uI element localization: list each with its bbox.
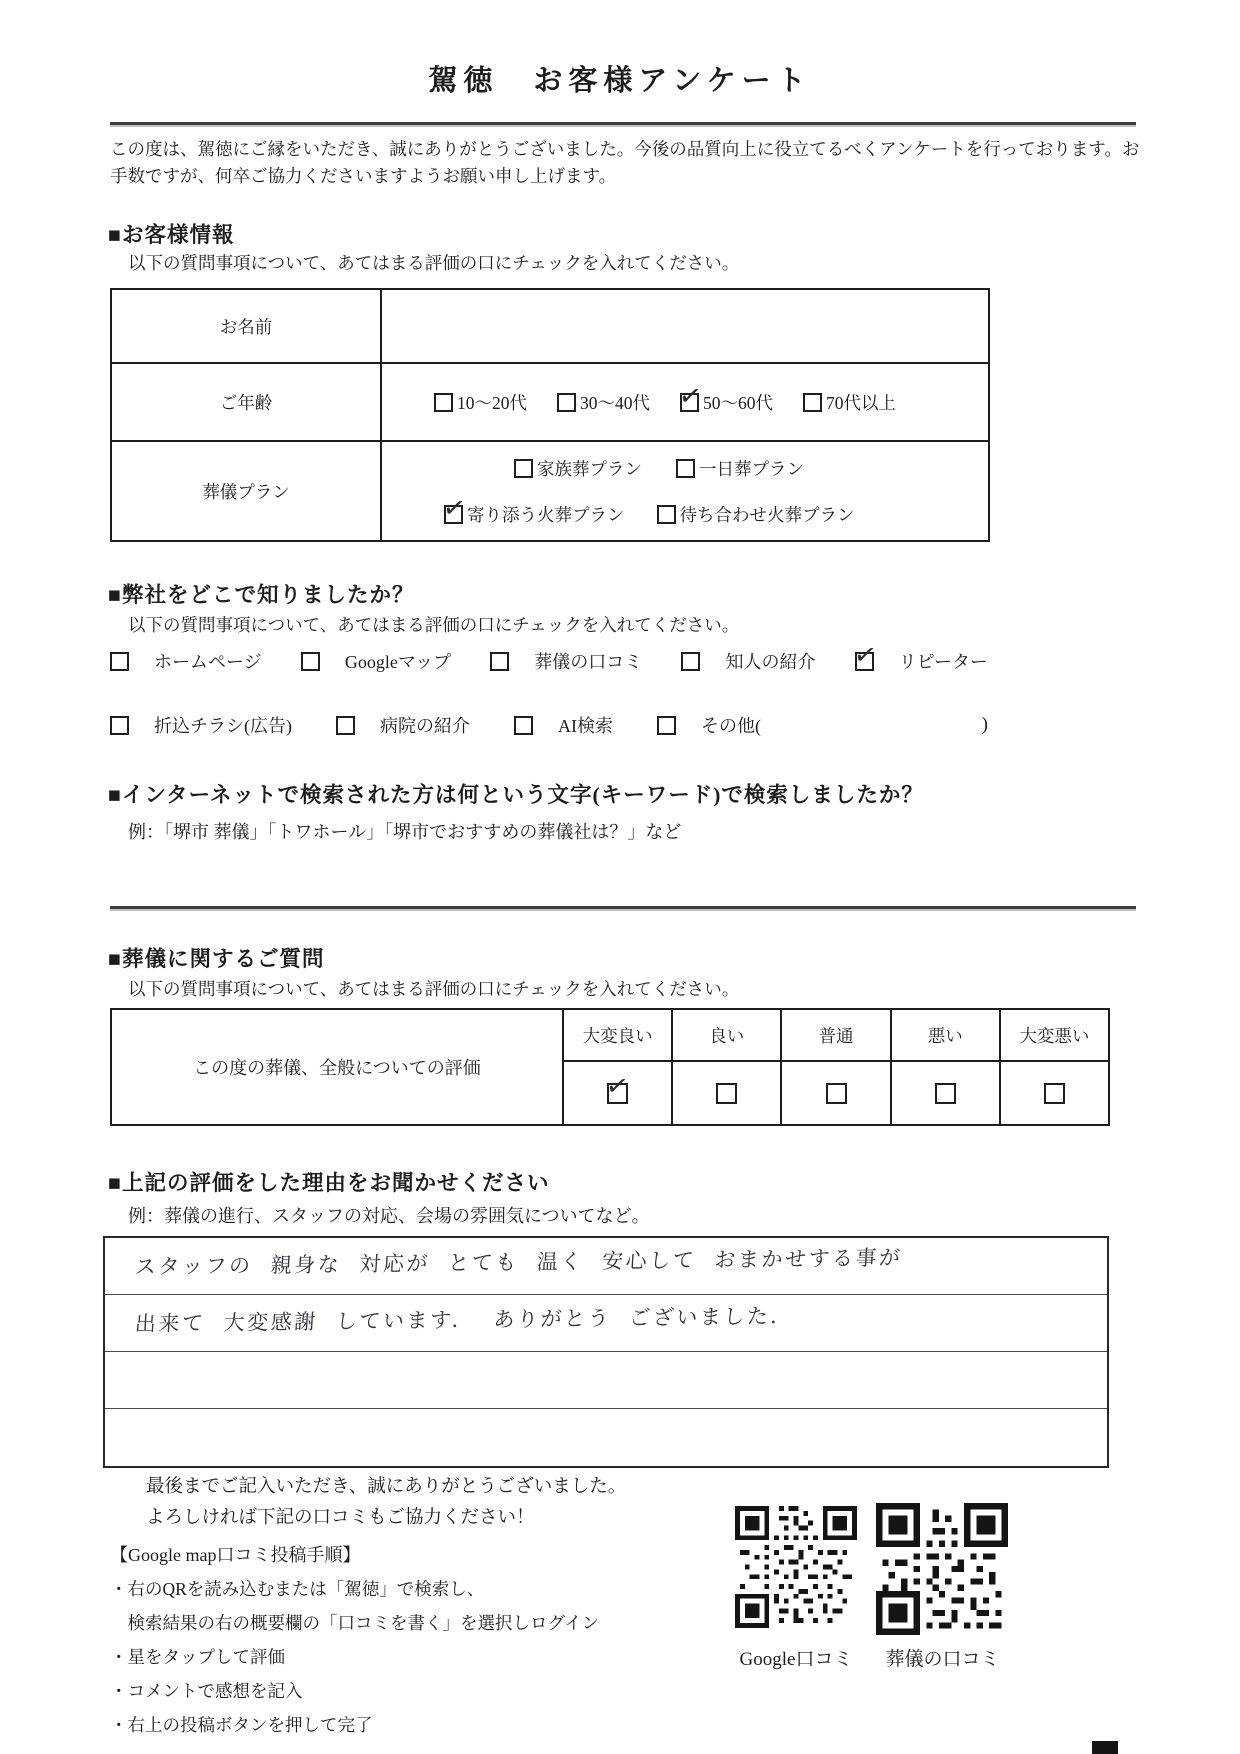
plan-option <box>514 456 642 481</box>
divider <box>110 906 1136 909</box>
reason-line[interactable] <box>105 1295 1107 1352</box>
keyword-answer-area[interactable] <box>128 848 1128 898</box>
customer-info-instruction: 以下の質問事項について、あてはまる評価の口にチェックを入れてください。 <box>128 253 740 273</box>
table-row-name <box>112 290 988 362</box>
plan-option <box>676 456 804 481</box>
checkbox[interactable] <box>444 505 463 524</box>
reason-heading: ■上記の評価をした理由をお聞かせください <box>108 1171 550 1195</box>
funeral-review-qr-code <box>876 1503 1008 1635</box>
keyword-heading: ■インターネットで検索された方は何という文字(キーワード)で検索しましたか？ <box>108 783 924 807</box>
rating-column-header: 大変悪い <box>1001 1010 1108 1062</box>
checkbox[interactable] <box>110 652 129 671</box>
closing-text <box>146 1472 626 1534</box>
rating-instruction: 以下の質問事項について、あてはまる評価の口にチェックを入れてください。 <box>128 979 740 999</box>
intro-text: この度は、駕徳にご縁をいただき、誠にありがとうございました。今後の品質向上に役立てるべくアンケートを行っております。お手数ですが、何卒ご協力くださいますようお願い申し上げます。 <box>110 139 1140 186</box>
rating-column <box>999 1010 1108 1124</box>
option-label: 家族葬プラン <box>537 458 642 479</box>
option-label: 知人の紹介 <box>725 652 816 672</box>
option-label: Googleマップ <box>344 652 452 672</box>
rating-checkbox[interactable] <box>716 1083 737 1104</box>
google-step: ・右のQRを読み込むまたは「駕徳」で検索し、 <box>110 1579 485 1599</box>
customer-info-table <box>110 288 990 542</box>
checkbox[interactable] <box>514 459 533 478</box>
google-step: ・コメントで感想を記入 <box>110 1681 303 1701</box>
table-row-age <box>112 362 988 440</box>
option-label: その他( <box>701 716 761 736</box>
source-option <box>110 648 262 674</box>
qr-label: 葬儀の口コミ <box>885 1649 1000 1670</box>
reason-line[interactable] <box>105 1352 1107 1409</box>
name-input-area[interactable] <box>382 290 988 362</box>
age-option <box>434 390 527 415</box>
rating-column <box>564 1010 671 1124</box>
source-option <box>336 712 470 738</box>
option-label: 葬儀の口コミ <box>534 652 643 672</box>
option-label: 待ち合わせ火葬プラン <box>679 504 855 525</box>
option-label: 折込チラシ(広告) <box>154 716 292 736</box>
survey-title: 駕徳 お客様アンケート <box>428 65 812 97</box>
customer-info-heading: ■お客様情報 <box>108 223 235 247</box>
google-steps-heading: 【Google map口コミ投稿手順】 <box>110 1545 361 1565</box>
reason-input-area[interactable] <box>103 1236 1109 1468</box>
closing-line: 最後までご記入いただき、誠にありがとうございました。 <box>146 1477 627 1497</box>
checkbox[interactable] <box>657 505 676 524</box>
source-heading: ■弊社をどこで知りましたか？ <box>108 583 415 607</box>
reason-line[interactable] <box>105 1409 1107 1466</box>
checkbox[interactable] <box>657 716 676 735</box>
age-option <box>803 390 896 415</box>
option-label: リピーター <box>898 652 988 672</box>
rating-table <box>110 1008 1110 1126</box>
source-options-row-2 <box>110 712 988 738</box>
other-close-paren: ) <box>981 714 988 735</box>
checkbox[interactable] <box>557 393 576 412</box>
handwritten-comment-line: 出来て 大変感謝 しています． ありがとう ございました． <box>134 1303 795 1336</box>
option-label: 70代以上 <box>826 392 896 413</box>
source-option <box>110 712 292 738</box>
age-option <box>680 390 773 415</box>
rating-checkbox[interactable] <box>1044 1083 1065 1104</box>
page-corner-mark <box>1092 1741 1118 1754</box>
reason-example: 例：葬儀の進行、スタッフの対応、会場の雰囲気についてなど。 <box>128 1206 650 1226</box>
google-step: ・星をタップして評価 <box>110 1647 285 1667</box>
source-option <box>490 648 642 674</box>
option-label: AI検索 <box>558 716 613 736</box>
rating-heading: ■葬儀に関するご質問 <box>108 947 325 971</box>
age-option <box>557 390 650 415</box>
source-option <box>514 712 613 738</box>
checkbox[interactable] <box>434 393 453 412</box>
source-options-row-1 <box>110 648 988 674</box>
checkbox[interactable] <box>336 716 355 735</box>
option-label: ホームページ <box>154 652 262 672</box>
qr-label: Google口コミ <box>739 1649 853 1670</box>
rating-checkbox[interactable] <box>935 1083 956 1104</box>
rating-column <box>890 1010 999 1124</box>
row-label: ご年齢 <box>112 364 382 440</box>
rating-question: この度の葬儀、全般についての評価 <box>112 1010 564 1124</box>
google-step: 検索結果の右の概要欄の「口コミを書く」を選択しログイン <box>110 1613 600 1633</box>
rating-column <box>780 1010 889 1124</box>
rating-column-header: 大変良い <box>564 1010 671 1062</box>
option-label: 病院の紹介 <box>380 716 470 736</box>
checkbox[interactable] <box>490 652 509 671</box>
google-steps <box>110 1538 599 1742</box>
divider <box>110 122 1136 125</box>
option-label: 一日葬プラン <box>699 458 804 479</box>
google-step: ・右上の投稿ボタンを押して完了 <box>110 1715 373 1735</box>
rating-checkbox[interactable] <box>826 1083 847 1104</box>
rating-column <box>671 1010 780 1124</box>
row-label: お名前 <box>112 290 382 362</box>
table-row-plan <box>112 440 988 540</box>
checkbox[interactable] <box>855 652 874 671</box>
row-label: 葬儀プラン <box>112 442 382 540</box>
checkbox[interactable] <box>110 716 129 735</box>
rating-column-header: 良い <box>673 1010 780 1062</box>
keyword-example: 例：「堺市 葬儀」「トワホール」「堺市でおすすめの葬儀社は？」など <box>128 822 682 842</box>
plan-option <box>444 502 625 527</box>
checkbox[interactable] <box>680 393 699 412</box>
source-option <box>681 648 815 674</box>
checkbox[interactable] <box>514 716 533 735</box>
option-label: 寄り添う火葬プラン <box>467 504 625 525</box>
checkbox[interactable] <box>676 459 695 478</box>
rating-column-header: 悪い <box>892 1010 999 1062</box>
closing-line: よろしければ下記の口コミもご協力ください！ <box>146 1508 535 1528</box>
plan-option <box>657 502 855 527</box>
checkbox[interactable] <box>301 652 320 671</box>
source-option-other <box>657 712 761 738</box>
checkbox[interactable] <box>681 652 700 671</box>
checkbox[interactable] <box>803 393 822 412</box>
rating-checkbox[interactable] <box>607 1083 628 1104</box>
source-option <box>301 648 451 674</box>
source-instruction: 以下の質問事項について、あてはまる評価の口にチェックを入れてください。 <box>128 615 740 635</box>
handwritten-comment-line: スタッフの 親身な 対応が とても 温く 安心して おまかせする事が <box>134 1245 904 1279</box>
reason-line[interactable] <box>105 1238 1107 1295</box>
option-label: 50〜60代 <box>703 392 773 413</box>
rating-column-header: 普通 <box>782 1010 889 1062</box>
source-option <box>855 648 988 674</box>
option-label: 30〜40代 <box>580 392 650 413</box>
option-label: 10〜20代 <box>457 392 527 413</box>
google-review-qr-code <box>735 1506 857 1628</box>
